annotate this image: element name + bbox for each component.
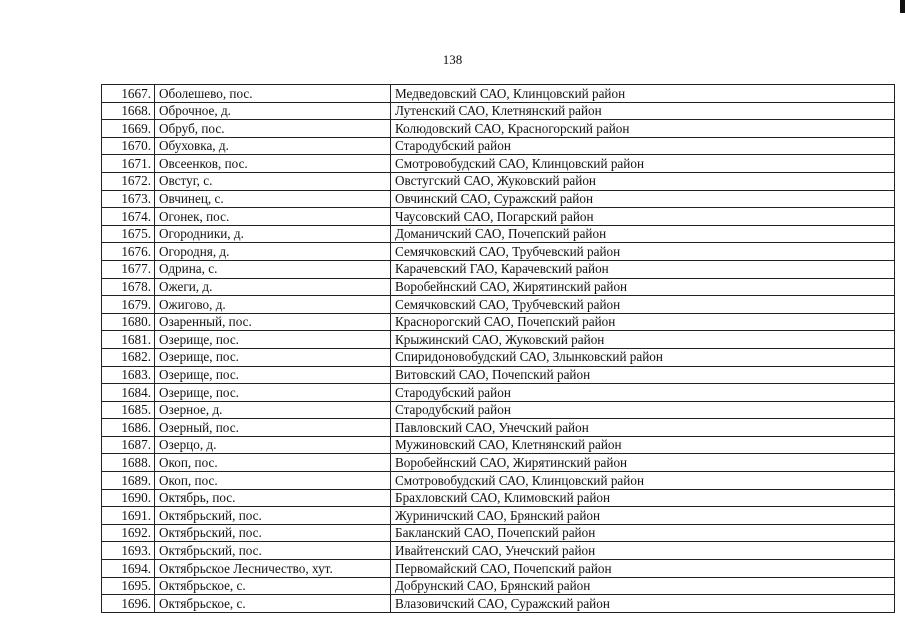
scan-edge-mark xyxy=(900,0,905,13)
row-number-cell: 1689. xyxy=(102,472,155,490)
settlement-name-cell: Обруб, пос. xyxy=(155,120,391,138)
page-number: 138 xyxy=(442,52,463,67)
district-cell: Овчинский САО, Суражский район xyxy=(391,190,895,208)
table-row xyxy=(102,172,895,190)
settlement-name-cell: Огородники, д. xyxy=(155,225,391,243)
row-number-cell: 1673. xyxy=(102,190,155,208)
settlement-name-cell: Огонек, пос. xyxy=(155,208,391,226)
row-number-cell: 1690. xyxy=(102,489,155,507)
row-number-cell: 1671. xyxy=(102,155,155,173)
row-number-cell: 1681. xyxy=(102,331,155,349)
district-cell: Чаусовский САО, Погарский район xyxy=(391,208,895,226)
row-number-cell: 1685. xyxy=(102,401,155,419)
settlement-name-cell: Ожигово, д. xyxy=(155,296,391,314)
settlements-table-body xyxy=(102,85,895,613)
row-number-cell: 1693. xyxy=(102,542,155,560)
row-number-cell: 1672. xyxy=(102,172,155,190)
table-row xyxy=(102,595,895,613)
district-cell: Стародубский район xyxy=(391,384,895,402)
table-row xyxy=(102,208,895,226)
settlement-name-cell: Обуховка, д. xyxy=(155,137,391,155)
table-row xyxy=(102,102,895,120)
district-cell: Спиридоновобудский САО, Злынковский район xyxy=(391,348,895,366)
district-cell: Колюдовский САО, Красногорский район xyxy=(391,120,895,138)
district-cell: Воробейнский САО, Жирятинский район xyxy=(391,278,895,296)
settlement-name-cell: Озерцо, д. xyxy=(155,436,391,454)
district-cell: Журиничский САО, Брянский район xyxy=(391,507,895,525)
table-row xyxy=(102,489,895,507)
settlement-name-cell: Октябрьское, с. xyxy=(155,595,391,613)
district-cell: Влазовичский САО, Суражский район xyxy=(391,595,895,613)
table-row xyxy=(102,260,895,278)
settlement-name-cell: Озерный, пос. xyxy=(155,419,391,437)
row-number-cell: 1691. xyxy=(102,507,155,525)
settlement-name-cell: Октябрь, пос. xyxy=(155,489,391,507)
district-cell: Первомайский САО, Почепский район xyxy=(391,560,895,578)
row-number-cell: 1669. xyxy=(102,120,155,138)
settlement-name-cell: Октябрьское, с. xyxy=(155,577,391,595)
table-row xyxy=(102,137,895,155)
settlement-name-cell: Озерище, пос. xyxy=(155,331,391,349)
row-number-cell: 1694. xyxy=(102,560,155,578)
district-cell: Краснорогский САО, Почепский район xyxy=(391,313,895,331)
settlement-name-cell: Ожеги, д. xyxy=(155,278,391,296)
table-row xyxy=(102,85,895,103)
row-number-cell: 1692. xyxy=(102,524,155,542)
district-cell: Стародубский район xyxy=(391,401,895,419)
table-row xyxy=(102,243,895,261)
table-row xyxy=(102,577,895,595)
settlement-name-cell: Октябрьский, пос. xyxy=(155,542,391,560)
row-number-cell: 1675. xyxy=(102,225,155,243)
table-row xyxy=(102,507,895,525)
table-row xyxy=(102,190,895,208)
district-cell: Доманичский САО, Почепский район xyxy=(391,225,895,243)
table-row xyxy=(102,366,895,384)
row-number-cell: 1686. xyxy=(102,419,155,437)
settlement-name-cell: Озаренный, пос. xyxy=(155,313,391,331)
settlement-name-cell: Овстуг, с. xyxy=(155,172,391,190)
table-row xyxy=(102,419,895,437)
district-cell: Семячковский САО, Трубчевский район xyxy=(391,243,895,261)
settlement-name-cell: Октябрьский, пос. xyxy=(155,507,391,525)
table-row xyxy=(102,313,895,331)
district-cell: Карачевский ГАО, Карачевский район xyxy=(391,260,895,278)
row-number-cell: 1682. xyxy=(102,348,155,366)
district-cell: Медведовский САО, Клинцовский район xyxy=(391,85,895,103)
table-row xyxy=(102,384,895,402)
district-cell: Витовский САО, Почепский район xyxy=(391,366,895,384)
settlement-name-cell: Озерище, пос. xyxy=(155,384,391,402)
settlement-name-cell: Одрина, с. xyxy=(155,260,391,278)
table-row xyxy=(102,472,895,490)
district-cell: Мужиновский САО, Клетнянский район xyxy=(391,436,895,454)
table-row xyxy=(102,120,895,138)
district-cell: Лутенский САО, Клетнянский район xyxy=(391,102,895,120)
district-cell: Семячковский САО, Трубчевский район xyxy=(391,296,895,314)
settlement-name-cell: Озерище, пос. xyxy=(155,366,391,384)
row-number-cell: 1696. xyxy=(102,595,155,613)
table-row xyxy=(102,524,895,542)
row-number-cell: 1674. xyxy=(102,208,155,226)
settlement-name-cell: Октябрьский, пос. xyxy=(155,524,391,542)
row-number-cell: 1684. xyxy=(102,384,155,402)
settlement-name-cell: Овсеенков, пос. xyxy=(155,155,391,173)
row-number-cell: 1667. xyxy=(102,85,155,103)
settlement-name-cell: Озерное, д. xyxy=(155,401,391,419)
settlement-name-cell: Оброчное, д. xyxy=(155,102,391,120)
table-row xyxy=(102,436,895,454)
district-cell: Павловский САО, Унечский район xyxy=(391,419,895,437)
settlement-name-cell: Окоп, пос. xyxy=(155,472,391,490)
table-row xyxy=(102,278,895,296)
row-number-cell: 1678. xyxy=(102,278,155,296)
district-cell: Смотровобудский САО, Клинцовский район xyxy=(391,472,895,490)
table-row xyxy=(102,560,895,578)
settlement-name-cell: Оболешево, пос. xyxy=(155,85,391,103)
district-cell: Бакланский САО, Почепский район xyxy=(391,524,895,542)
table-row xyxy=(102,225,895,243)
district-cell: Ивайтенский САО, Унечский район xyxy=(391,542,895,560)
row-number-cell: 1683. xyxy=(102,366,155,384)
settlement-name-cell: Овчинец, с. xyxy=(155,190,391,208)
settlement-name-cell: Озерище, пос. xyxy=(155,348,391,366)
district-cell: Крыжинский САО, Жуковский район xyxy=(391,331,895,349)
settlement-name-cell: Октябрьское Лесничество, хут. xyxy=(155,560,391,578)
settlement-name-cell: Окоп, пос. xyxy=(155,454,391,472)
table-row xyxy=(102,348,895,366)
row-number-cell: 1677. xyxy=(102,260,155,278)
row-number-cell: 1688. xyxy=(102,454,155,472)
district-cell: Воробейнский САО, Жирятинский район xyxy=(391,454,895,472)
row-number-cell: 1670. xyxy=(102,137,155,155)
row-number-cell: 1676. xyxy=(102,243,155,261)
district-cell: Стародубский район xyxy=(391,137,895,155)
table-row xyxy=(102,542,895,560)
district-cell: Брахловский САО, Климовский район xyxy=(391,489,895,507)
row-number-cell: 1680. xyxy=(102,313,155,331)
table-row xyxy=(102,331,895,349)
settlement-name-cell: Огородня, д. xyxy=(155,243,391,261)
row-number-cell: 1695. xyxy=(102,577,155,595)
settlements-table xyxy=(101,84,895,613)
table-row xyxy=(102,296,895,314)
table-row xyxy=(102,155,895,173)
table-row xyxy=(102,454,895,472)
row-number-cell: 1679. xyxy=(102,296,155,314)
district-cell: Смотровобудский САО, Клинцовский район xyxy=(391,155,895,173)
table-row xyxy=(102,401,895,419)
row-number-cell: 1687. xyxy=(102,436,155,454)
district-cell: Овстугский САО, Жуковский район xyxy=(391,172,895,190)
district-cell: Добрунский САО, Брянский район xyxy=(391,577,895,595)
row-number-cell: 1668. xyxy=(102,102,155,120)
